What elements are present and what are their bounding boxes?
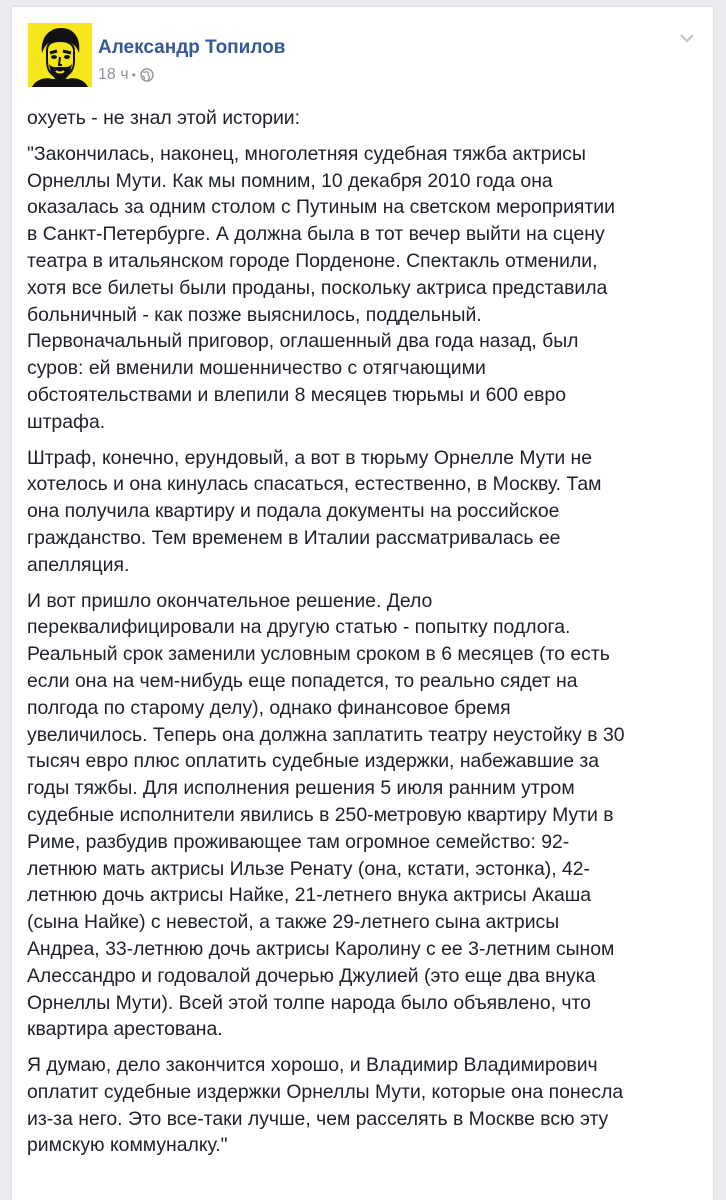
post-meta xyxy=(98,66,154,84)
post-card xyxy=(11,6,714,1200)
meta-separator: • xyxy=(131,68,136,82)
post-timestamp[interactable]: 18 ч xyxy=(98,66,129,83)
post-paragraph: "Закончилась, наконец, многолетняя судебная тяжба актрисы Орнеллы Мути. Как мы помним, 10 декабря 2010 года она оказалась за одним столом с Путиным на светском мероприятии в Санкт-Петербурге. А должна была в тот вечер выйти на сцену театра в итальянском городе Порденоне. Спектакль отменили, хотя все билеты были проданы, поскольку актриса представила больничный - как позже выяснилось, поддельный. Первоначальный приговор, оглашенный два года назад, был суров: ей вменили мошенничество с отягчающими обстоятельствами и влепили 8 месяцев тюрьмы и 600 евро штрафа. xyxy=(27,142,615,433)
post-body xyxy=(27,105,717,1168)
chevron-down-icon[interactable] xyxy=(679,31,695,43)
post-paragraph: И вот пришло окончательное решение. Дело переквалифицировали на другую статью - попытку подлога. Реальный срок заменили условным сроком в 6 месяцев (то есть если она на чем-нибудь еще попадется, то реально сядет на полгода по старому делу), однако финансовое бремя увеличилось. Теперь она должна заплатить театру неустойку в 30 тысяч евро плюс оплатить судебные издержки, набежавшие за годы тяжбы. Для исполнения решения 5 июля ранним утром судебные исполнители явились в 250-метровую квартиру Мути в Риме, разбудив проживающее там огромное семейство: 92- летнюю мать актрисы Ильзе Ренату (она, кстати, эстонка), 42- летнюю дочь актрисы Найке, 21-летнего внука актрисы Акаша (сына Найке) с невестой, а также 29-летнего сына актрисы Андреа, 33-летнюю дочь актрисы Каролину с ее 3-летним сыном Алессандро и годовалой дочерью Джулией (это еще два внука Орнеллы Мути). Всей этой толпе народа было объявлено, что квартира арестована. xyxy=(27,589,625,1041)
post-paragraph: Штраф, конечно, ерундовый, а вот в тюрьму Орнелле Мути не хотелось и она кинулась спасаться, естественно, в Москву. Там она получила квартиру и подала документы на российское гражданство. Тем временем в Италии рассматривалась ее апелляция. xyxy=(27,446,602,576)
author-name[interactable]: Александр Топилов xyxy=(98,37,286,58)
avatar-portrait-icon xyxy=(28,23,92,87)
avatar[interactable] xyxy=(28,23,92,87)
post-paragraph: Я думаю, дело закончится хорошо, и Владимир Владимирович оплатит судебные издержки Орнеллы Мути, которые она понесла из-за него. Это все-таки лучше, чем расселять в Москве всю эту римскую коммуналку." xyxy=(27,1054,624,1157)
post-paragraph: охуеть - не знал этой истории: xyxy=(27,107,301,129)
globe-icon[interactable] xyxy=(140,68,154,82)
